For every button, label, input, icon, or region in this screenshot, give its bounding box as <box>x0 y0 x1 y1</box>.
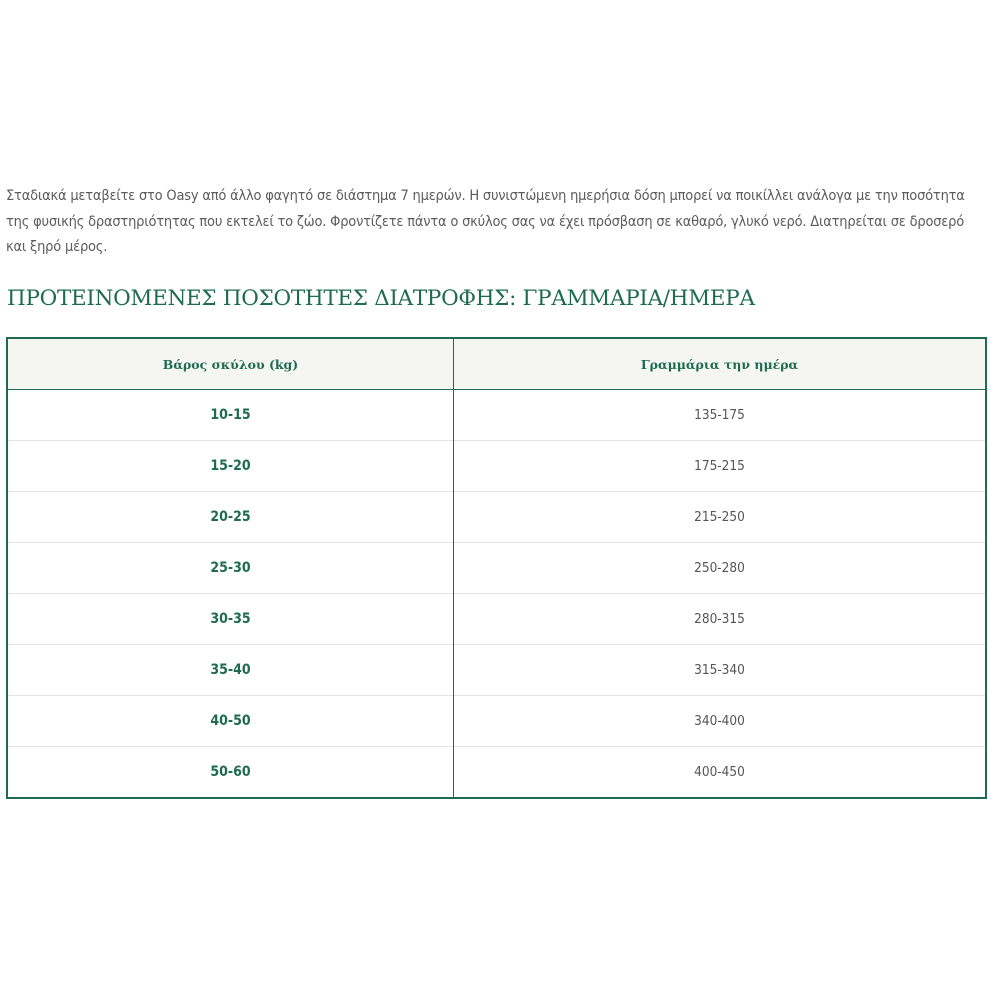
table-row <box>7 645 986 696</box>
table-row <box>7 390 986 441</box>
grams-cell: 250-280 <box>454 543 987 594</box>
table-row <box>7 747 986 799</box>
header-grams-per-day: Γραμμάρια την ημέρα <box>454 338 987 390</box>
table-header-row <box>7 338 986 390</box>
table-row <box>7 492 986 543</box>
table-row <box>7 543 986 594</box>
weight-cell: 50-60 <box>7 747 454 799</box>
header-dog-weight: Βάρος σκύλου (kg) <box>7 338 454 390</box>
grams-cell: 135-175 <box>694 407 745 423</box>
table-row <box>7 441 986 492</box>
table-row <box>7 594 986 645</box>
intro-paragraph: Σταδιακά μεταβείτε στο Oasy από άλλο φαγητό σε διάστημα 7 ημερών. Η συνιστώμενη ημερήσια δόση μπορεί να ποικίλλει ανάλογα με την ποσότητα της φυσικής δραστηριότητας που εκτελεί το ζώο. Φροντίζετε πάντα ο σκύλος σας να έχει πρόσβαση σε καθαρό, γλυκό νερό. Διατηρείται σε δροσερό και ξηρό μέρος. <box>6 188 965 255</box>
grams-cell: 340-400 <box>454 696 987 747</box>
weight-cell: 25-30 <box>7 543 454 594</box>
grams-cell: 280-315 <box>454 594 987 645</box>
feeding-table <box>6 337 987 799</box>
grams-cell: 315-340 <box>454 645 987 696</box>
grams-cell: 175-215 <box>454 441 987 492</box>
grams-cell: 400-450 <box>454 747 987 799</box>
weight-cell: 30-35 <box>7 594 454 645</box>
weight-cell: 40-50 <box>7 696 454 747</box>
feeding-table-heading: ΠΡΟΤΕΙΝΟΜΕΝΕΣ ΠΟΣΟΤΗΤΕΣ ΔΙΑΤΡΟΦΗΣ: ΓΡΑΜΜΑΡΙΑ/ΗΜΕΡΑ <box>7 286 755 311</box>
weight-cell: 35-40 <box>7 645 454 696</box>
weight-cell: 20-25 <box>7 492 454 543</box>
grams-cell: 215-250 <box>454 492 987 543</box>
weight-cell: 10-15 <box>7 390 454 441</box>
table-row <box>7 696 986 747</box>
weight-cell: 15-20 <box>7 441 454 492</box>
